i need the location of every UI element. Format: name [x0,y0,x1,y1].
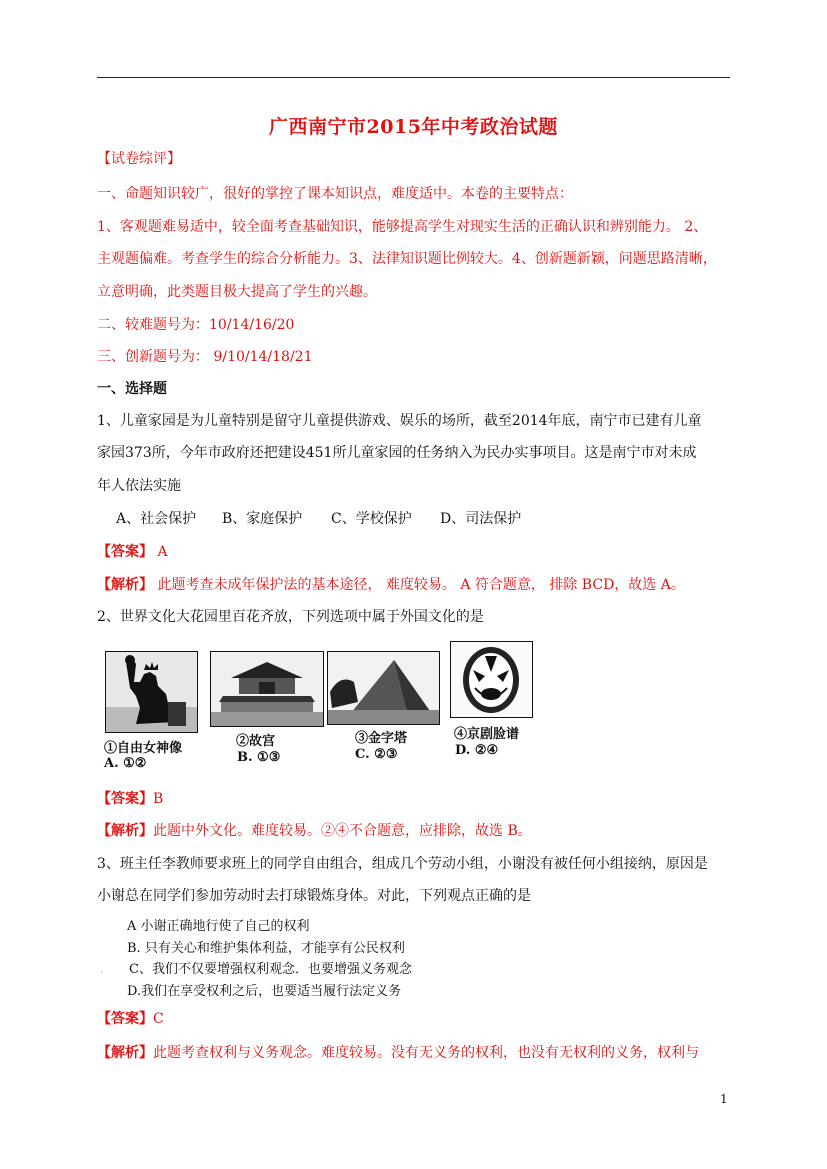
q3-option-c: C、我们不仅要增强权利观念．也要增强义务观念 [129,962,412,977]
page-number: 1 [720,1092,728,1106]
q3-option-b: B. 只有关心和维护集体利益，才能享有公民权利 [127,941,405,956]
header-rule [97,77,730,78]
q2-answer-value: B [153,791,164,807]
q2-answer-tag: 【答案】 [97,791,153,807]
picture-label-3: ③金字塔 [355,731,408,746]
q1-analysis-tag: 【解析】 [97,577,153,593]
statue-of-liberty-image [105,651,198,733]
review-line-4: 立意明确，此类题目极大提高了学生的兴趣。 [97,284,377,300]
forbidden-city-drawing [211,652,323,726]
q3-stem-line-2: 小谢总在同学们参加劳动时去打球锻炼身体。对此，下列观点正确的是 [97,888,531,904]
q1-stem-line-1: 1、儿童家园是为儿童特别是留守儿童提供游戏、娱乐的场所，截至2014年底，南宁市已建有儿童 [97,413,702,429]
q2-stem: 2、世界文化大花园里百花齐放，下列选项中属于外国文化的是 [97,609,484,625]
q3-analysis [97,1044,737,1062]
picture-option-c: C. ②③ [355,747,398,762]
q3-option-a: A 小谢正确地行使了自己的权利 [127,919,310,934]
q1-option-d: D、司法保护 [440,511,522,527]
review-line-1: 一、命题知识较广，很好的掌控了课本知识点，难度适中。本卷的主要特点： [97,186,573,202]
section-heading: 一、选择题 [97,381,167,397]
pyramid-drawing [328,652,439,724]
review-line-6: 三、创新题号为： 9/10/14/18/21 [97,349,313,365]
q1-answer [97,543,737,561]
review-header: 【试卷综评】 [97,151,181,167]
opera-mask-drawing [451,642,532,717]
forbidden-city-image [210,651,324,727]
picture-label-4: ④京剧脸谱 [454,727,520,742]
q1-option-b: B、家庭保护 [222,511,303,527]
q3-analysis-tag: 【解析】 [97,1045,153,1061]
stray-dot: . [100,965,104,976]
review-line-5: 二、较难题号为：10/14/16/20 [97,317,295,333]
q1-option-c: C、学校保护 [331,511,412,527]
q2-answer [97,790,737,808]
picture-option-d: D. ②④ [455,743,499,758]
q1-analysis-text: 此题考查未成年保护法的基本途径， 难度较易。 A 符合题意， 排除 BCD，故选 A。 [153,577,685,593]
q3-stem-line-1: 3、班主任李教师要求班上的同学自由组合，组成几个劳动小组，小谢没有被任何小组接纳，原因是 [97,856,708,872]
q3-answer-value: C [153,1011,164,1027]
opera-mask-image [450,641,533,718]
picture-label-2: ②故宫 [236,734,276,749]
q1-answer-tag: 【答案】 [97,544,153,560]
q3-answer [97,1010,737,1028]
picture-label-1: ①自由女神像 [104,741,183,756]
q2-analysis-text: 此题中外文化。难度较易。②④不合题意，应排除，故选 B。 [153,823,532,839]
review-line-3: 主观题偏难。考查学生的综合分析能力。3、法律知识题比例较大。4、创新题新颖，问题思路清晰， [97,251,717,267]
q1-option-a: A、社会保护 [116,511,197,527]
q1-analysis [97,576,737,594]
q2-analysis [97,822,737,840]
q3-answer-tag: 【答案】 [97,1011,153,1027]
page-title: 广西南宁市2015年中考政治试题 [269,116,558,138]
pyramid-image [327,651,440,725]
q1-stem-line-2: 家园373所，今年市政府还把建设451所儿童家园的任务纳入为民办实事项目。这是南宁市对未成 [97,445,697,461]
q1-answer-value: A [153,544,168,560]
q1-stem-line-3: 年人依法实施 [97,478,181,494]
q3-option-d: D.我们在享受权利之后，也要适当履行法定义务 [127,984,402,999]
picture-option-b: B. ①③ [237,750,281,765]
review-line-2: 1、客观题难易适中，较全面考查基础知识，能够提高学生对现实生活的正确认识和辨别能力。 2、 [97,219,708,235]
picture-option-a: A. ①② [104,756,147,771]
q2-analysis-tag: 【解析】 [97,823,153,839]
q3-analysis-text: 此题考查权利与义务观念。难度较易。没有无义务的权利，也没有无权利的义务，权利与 [153,1045,699,1061]
statue-of-liberty-drawing [106,652,197,732]
